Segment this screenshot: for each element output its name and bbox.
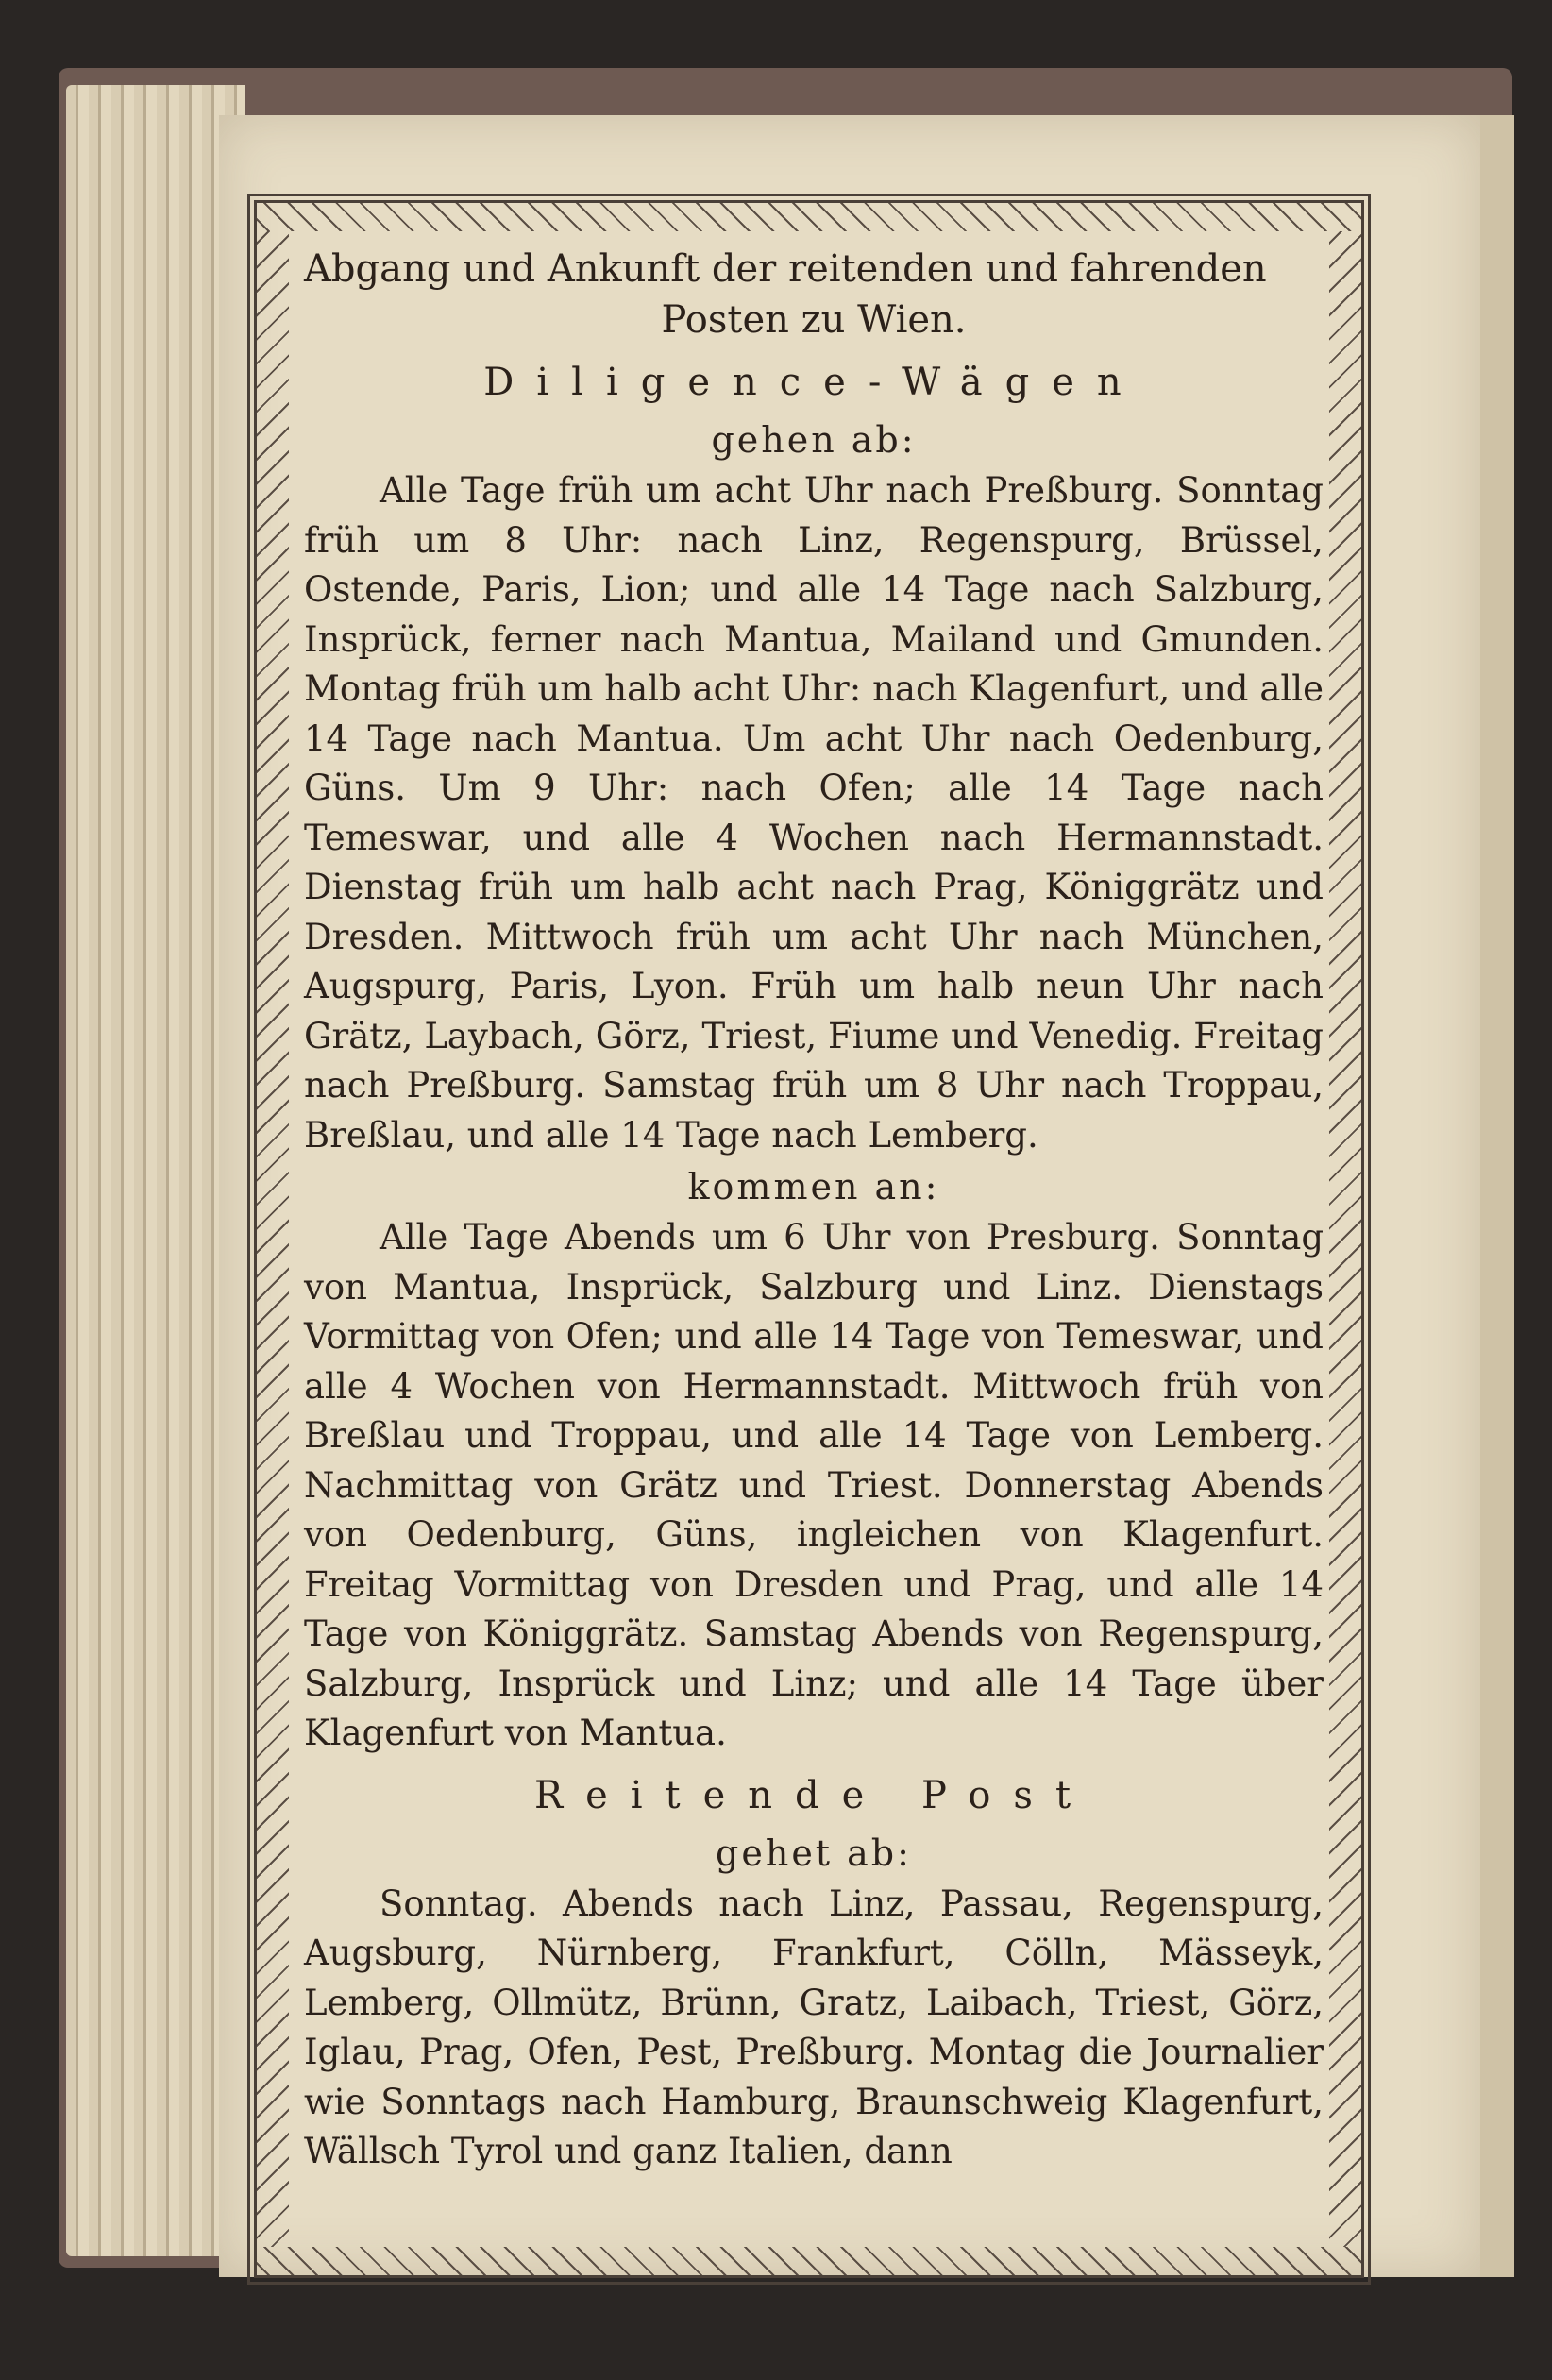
diligence-departure-text: Alle Tage früh um acht Uhr nach Preßburg. Sonntag früh um 8 Uhr: nach Linz, Regenspurg, Brüssel, Ostende, Paris, Lion; und alle 14 Tage nach Salzburg, Insprück, ferner nach Mantua, Mailand und Gmunden. Montag früh um halb acht Uhr: nach Klagenfurt, und alle 14 Tage nach Mantua. Um acht Uhr nach Oedenburg, Güns. Um 9 Uhr: nach Ofen; alle 14 Tage nach Temeswar, und alle 4 Wochen nach Hermannstadt. Dienstag früh um halb acht nach Prag, Königgrätz und Dresden. Mittwoch früh um acht Uhr nach München, Augspurg, Paris, Lyon. Früh um halb neun Uhr nach Grätz, Laybach, Görz, Triest, Fiume und Venedig. Freitag nach Preßburg. Samstag früh um 8 Uhr nach Troppau, Breßlau, und alle 14 Tage nach Lemberg. [304,470,1324,1156]
reitende-post-departure-heading: gehet ab: [716,1831,912,1874]
reitende-post-section-title: Reitende Post [533,1773,1094,1817]
diligence-arrival-heading: kommen an: [687,1166,940,1207]
reitende-post-departure-text: Sonntag. Abends nach Linz, Passau, Regenspurg, Augsburg, Nürnberg, Frankfurt, Cölln, Mässeyk, Lemberg, Ollmütz, Brünn, Gratz, Laibach, Triest, Görz, Iglau, Prag, Ofen, Pest, Preßburg. Montag die Journalier wie Sonntags nach Hamburg, Braunschweig Klagenfurt, Wällsch Tyrol und ganz Italien, dann [304,1882,1324,2171]
facing-page-edge [1480,115,1514,2277]
diligence-arrival-text: Alle Tage Abends um 6 Uhr von Presburg. Sonntag von Mantua, Insprück, Salzburg und Linz. Dienstags Vormittag von Ofen; und alle 14 Tage von Temeswar, und alle 4 Wochen von Hermannstadt. Mittwoch früh von Breßlau und Troppau, und alle 14 Tage von Lemberg. Nachmittag von Grätz und Triest. Donnerstag Abends von Oedenburg, Güns, ingleichen von Klagenfurt. Freitag Vormittag von Dresden und Prag, und alle 14 Tage von Königgrätz. Samstag Abends von Regenspurg, Salzburg, Insprück und Linz; und alle 14 Tage über Klagenfurt von Mantua. [304,1217,1324,1753]
page-title-line2: Posten zu Wien. [661,298,967,342]
diligence-section-title: Diligence-Wägen [483,361,1144,404]
ornament-border-left [257,231,289,2247]
page-title-line1: Abgang und Ankunft der reitenden und fahrenden [304,247,1267,291]
diligence-departure-heading: gehen ab: [711,419,917,461]
page-content [304,244,1324,2236]
ornament-border-top [257,203,1361,231]
ornament-border-right [1329,231,1361,2247]
ornament-border-bottom [257,2247,1361,2275]
